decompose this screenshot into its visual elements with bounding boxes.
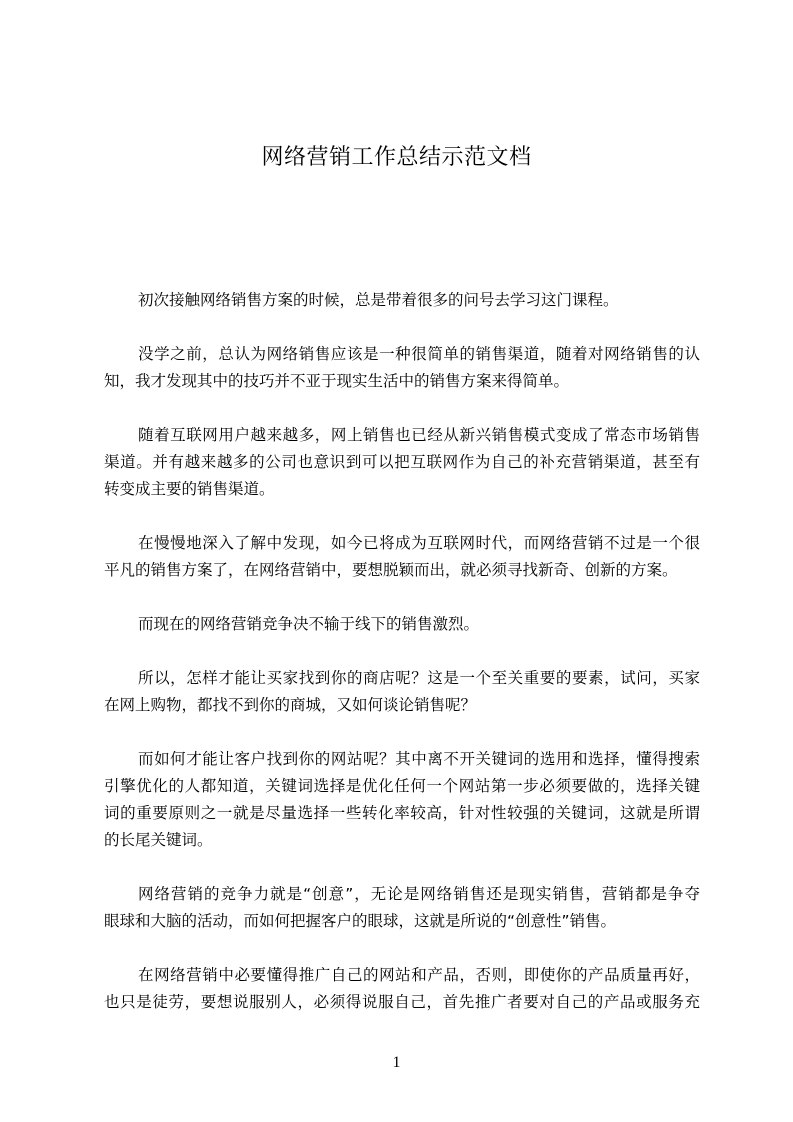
- text-line: 渠道。并有越来越多的公司也意识到可以把互联网作为自己的补充营销渠道，甚至有: [104, 453, 700, 471]
- text-line: 转变成主要的销售渠道。: [104, 480, 275, 498]
- paragraph: [104, 665, 700, 719]
- text-line: 在慢慢地深入了解中发现，如今已将成为互联网时代，而网络营销不过是一个很: [138, 534, 700, 552]
- paragraph: [104, 962, 700, 1016]
- text-line: 知，我才发现其中的技巧并不亚于现实生活中的销售方案来得简单。: [104, 372, 570, 390]
- paragraph: [104, 422, 700, 503]
- text-line: 平凡的销售方案了，在网络营销中，要想脱颖而出，就必须寻找新奇、创新的方案。: [104, 561, 678, 579]
- text-line: 而现在的网络营销竞争决不输于线下的销售激烈。: [138, 615, 480, 633]
- paragraph: [104, 530, 700, 584]
- text-line: 没学之前，总认为网络销售应该是一种很简单的销售渠道，随着对网络销售的认: [138, 345, 700, 363]
- page-number: 1: [392, 1054, 401, 1071]
- text-line: 眼球和大脑的活动，而如何把握客户的眼球，这就是所说的“创意性”销售。: [104, 912, 617, 930]
- text-line: 而如何才能让客户找到你的网站呢？其中离不开关键词的选用和选择，懂得搜索: [138, 750, 700, 768]
- paragraph: [104, 341, 700, 395]
- document-title: 网络营销工作总结示范文档: [261, 145, 532, 170]
- paragraph: [104, 881, 700, 935]
- text-line: 网络营销的竞争力就是“创意”，无论是网络销售还是现实销售，营销都是争夺: [138, 885, 700, 903]
- text-line: 随着互联网用户越来越多，网上销售也已经从新兴销售模式变成了常态市场销售: [138, 426, 700, 444]
- text-line: 也只是徒劳，要想说服别人，必须得说服自己，首先推广者要对自己的产品或服务充: [104, 993, 700, 1011]
- text-line: 在网上购物，都找不到你的商城，又如何谈论销售呢？: [104, 696, 477, 714]
- document-body: [104, 287, 700, 1043]
- text-line: 引擎优化的人都知道，关键词选择是优化任何一个网站第一步必须要做的，选择关键: [104, 777, 700, 795]
- text-line: 所以，怎样才能让买家找到你的商店呢？这是一个至关重要的要素，试问，买家: [138, 669, 700, 687]
- text-line: 的长尾关键词。: [104, 831, 213, 849]
- paragraph: [104, 611, 700, 638]
- text-line: 初次接触网络销售方案的时候，总是带着很多的问号去学习这门课程。: [138, 291, 619, 309]
- text-line: 在网络营销中必要懂得推广自己的网站和产品，否则，即使你的产品质量再好，: [138, 966, 700, 984]
- paragraph: [104, 746, 700, 854]
- paragraph: [104, 287, 700, 314]
- text-line: 词的重要原则之一就是尽量选择一些转化率较高，针对性较强的关键词，这就是所谓: [104, 804, 700, 822]
